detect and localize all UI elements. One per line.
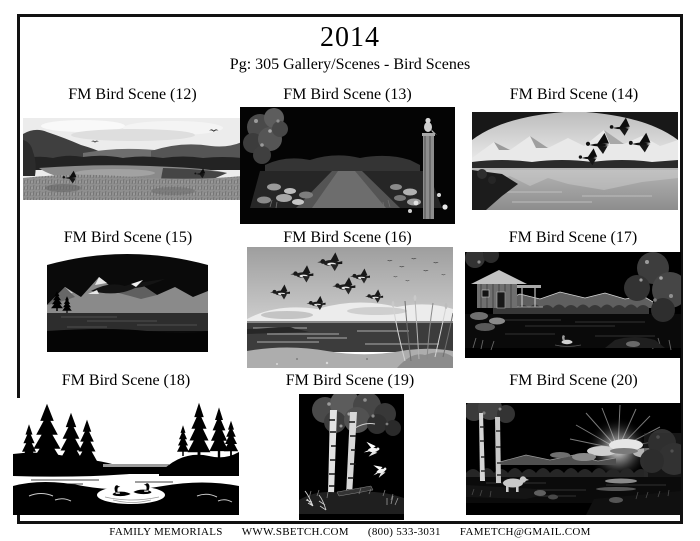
page-subtitle: Pg: 305 Gallery/Scenes - Bird Scenes [229,56,471,73]
scene-label-15: FM Bird Scene (15) [63,229,193,246]
bird-scene-17-image [465,252,681,358]
footer-email: FAMETCH@GMAIL.COM [459,526,591,538]
pond-panorama-art [23,118,242,200]
cabin-lake-etching-art [465,252,681,358]
bird-scene-18-image [13,398,239,515]
page-title: 2014 [320,22,380,53]
footer-website: WWW.SBETCH.COM [241,526,349,538]
scene-label-19: FM Bird Scene (19) [285,372,415,389]
scene-label-16: FM Bird Scene (16) [283,229,412,246]
loon-silhouette-art [13,398,239,515]
creek-etching-art [240,107,455,224]
mountain-lake-art [472,112,678,210]
bird-scene-14-image [472,112,678,210]
bird-scene-13-image [240,107,455,224]
bird-scene-12-image [23,118,242,200]
scene-label-20: FM Bird Scene (20) [509,372,638,389]
footer-phone: (800) 533-3031 [367,526,441,538]
scene-label-13: FM Bird Scene (13) [283,86,412,103]
bird-scene-20-image [466,403,681,515]
footer-company: FAMILY MEMORIALS [109,526,223,538]
bird-scene-19-image [299,394,404,520]
scene-label-18: FM Bird Scene (18) [61,372,191,389]
bird-scene-16-image [247,247,453,368]
page-footer [0,526,700,538]
eagle-mountain-art [47,253,208,352]
sunburst-lake-bear-art [466,403,681,515]
scene-label-17: FM Bird Scene (17) [508,229,638,246]
scene-label-14: FM Bird Scene (14) [509,86,639,103]
birch-doves-art [299,394,404,520]
bird-scene-15-image [47,253,208,352]
duck-flock-marsh-art [247,247,453,368]
scene-label-12: FM Bird Scene (12) [68,86,197,103]
